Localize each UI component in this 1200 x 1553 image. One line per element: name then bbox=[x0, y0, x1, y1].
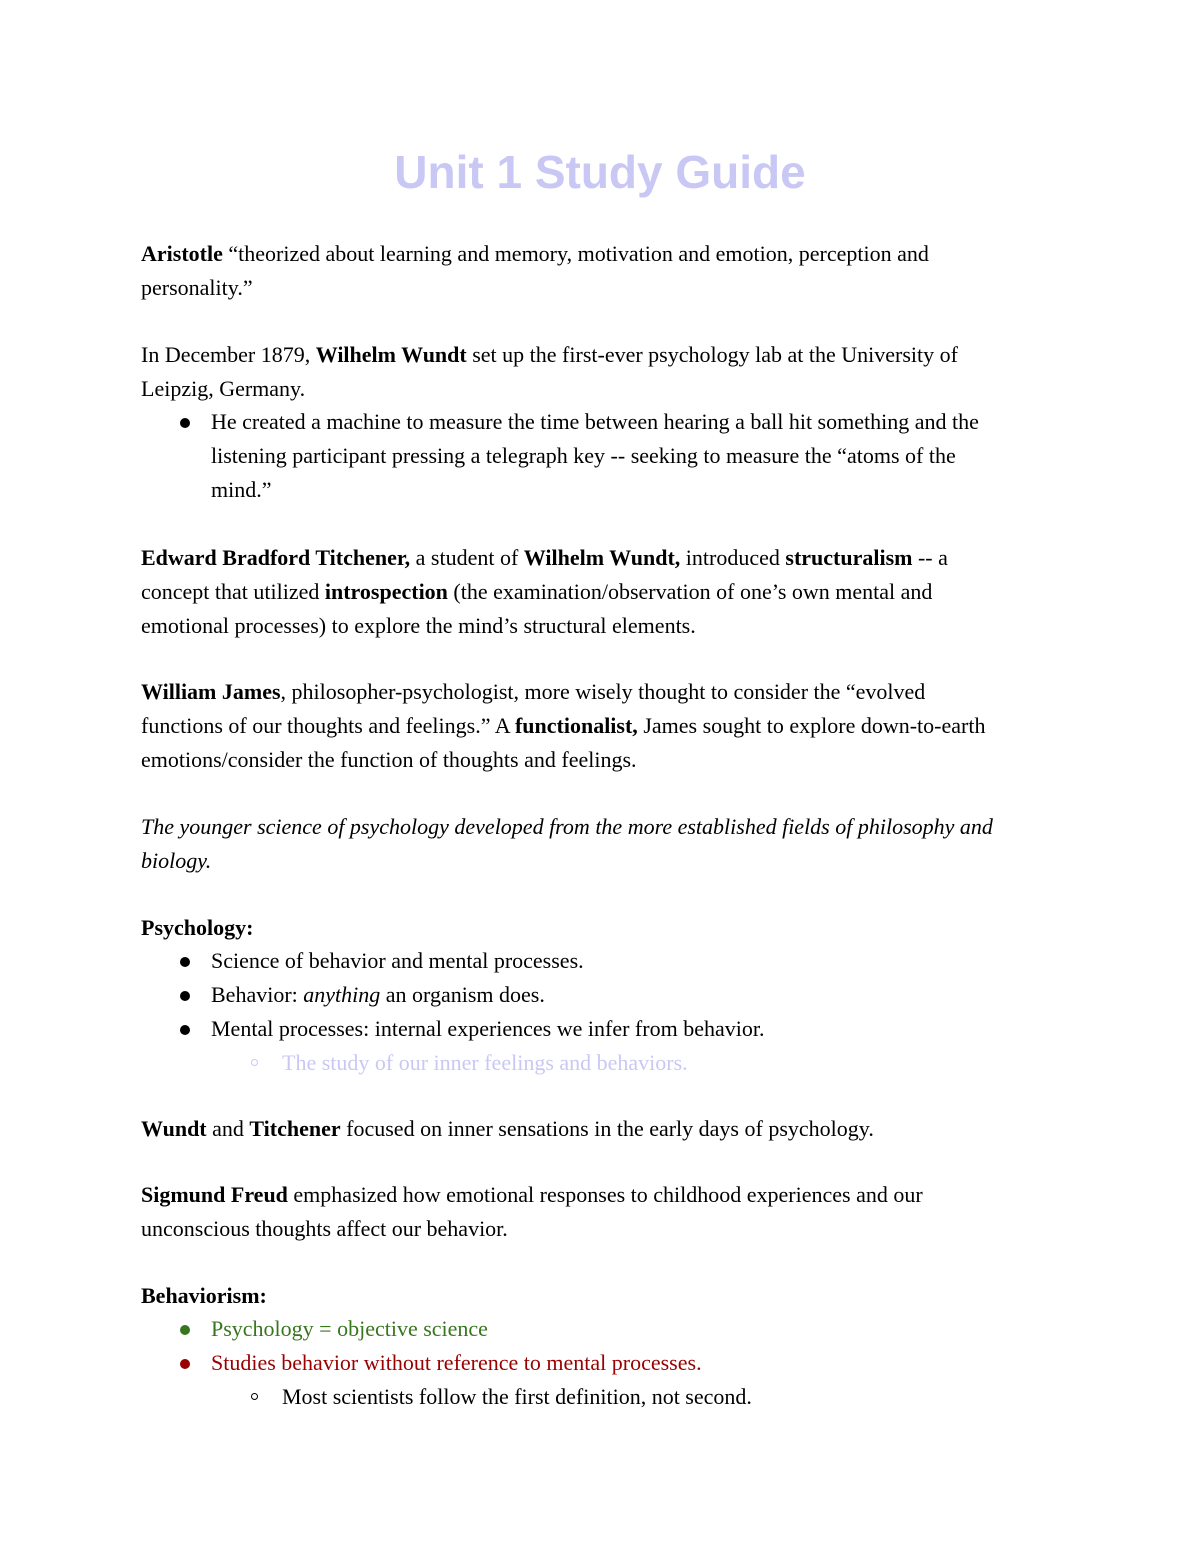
wundt-text: set up the first-ever psychology lab at the University of bbox=[466, 342, 958, 367]
psychology-bullet-3: Mental processes: internal experiences we infer from behavior. bbox=[211, 1016, 765, 1041]
wundt-bullet-line-1: He created a machine to measure the time between hearing a ball hit something and the bbox=[211, 409, 979, 434]
italic-note-line-2: biology. bbox=[141, 848, 212, 873]
aristotle-line-1 bbox=[141, 237, 1071, 271]
titchener-wundt: Wilhelm Wundt, bbox=[523, 545, 681, 570]
freud-name: Sigmund Freud bbox=[141, 1182, 288, 1207]
titchener-line-2 bbox=[141, 575, 1071, 609]
functionalist-term: functionalist, bbox=[514, 713, 638, 738]
psychology-bullet-2 bbox=[211, 978, 1051, 1012]
sub-bullet-icon bbox=[251, 1393, 258, 1400]
freud-text-1: emphasized how emotional responses to childhood experiences and our bbox=[287, 1182, 923, 1207]
bullet-icon bbox=[180, 1359, 190, 1369]
titchener-text-d: concept that utilized bbox=[141, 579, 325, 604]
titchener-text-c: -- a bbox=[912, 545, 948, 570]
wundt-intro: In December 1879, bbox=[141, 342, 316, 367]
psychology-sub-bullet-1: The study of our inner feelings and behaviors. bbox=[282, 1050, 688, 1075]
james-line-1 bbox=[141, 675, 1071, 709]
titchener-name: Edward Bradford Titchener, bbox=[141, 545, 411, 570]
james-text-3: James sought to explore down-to-earth bbox=[637, 713, 986, 738]
wundt-bullet-line-2: listening participant pressing a telegraph key -- seeking to measure the “atoms of the bbox=[211, 443, 956, 468]
behavior-text: an organism does. bbox=[380, 982, 545, 1007]
aristotle-line-2: personality.” bbox=[141, 275, 253, 300]
bullet-icon bbox=[180, 1325, 190, 1335]
bullet-icon bbox=[180, 1025, 190, 1035]
behaviorism-bullet-1: Psychology = objective science bbox=[211, 1316, 488, 1341]
inner-sensations-line bbox=[141, 1112, 1071, 1146]
behavior-label: Behavior: bbox=[211, 982, 304, 1007]
psychology-bullet-1: Science of behavior and mental processes. bbox=[211, 948, 584, 973]
james-text-1: , philosopher-psychologist, more wisely thought to consider the “evolved bbox=[280, 679, 926, 704]
bullet-icon bbox=[180, 957, 190, 967]
wundt-bullet-line-3: mind.” bbox=[211, 477, 272, 502]
italic-note-line-1: The younger science of psychology developed from the more established fields of philosophy and bbox=[141, 814, 993, 839]
inner-and: and bbox=[206, 1116, 250, 1141]
bullet-icon bbox=[180, 991, 190, 1001]
page-title: Unit 1 Study Guide bbox=[394, 146, 806, 198]
james-line-2 bbox=[141, 709, 1071, 743]
titchener-text-a: a student of bbox=[410, 545, 524, 570]
bullet-icon bbox=[180, 418, 190, 428]
titchener-text-e: (the examination/observation of one’s own mental and bbox=[447, 579, 933, 604]
titchener-line-1 bbox=[141, 541, 1071, 575]
aristotle-text: “theorized about learning and memory, motivation and emotion, perception and bbox=[222, 241, 929, 266]
introspection-term: introspection bbox=[324, 579, 448, 604]
titchener-text-b: introduced bbox=[680, 545, 786, 570]
james-line-3: emotions/consider the function of thoughts and feelings. bbox=[141, 747, 637, 772]
psychology-heading: Psychology: bbox=[141, 915, 254, 940]
behaviorism-sub-bullet-1: Most scientists follow the first definition, not second. bbox=[282, 1384, 752, 1409]
sub-bullet-icon bbox=[251, 1059, 258, 1066]
titchener-line-3: emotional processes) to explore the mind’s structural elements. bbox=[141, 613, 696, 638]
inner-wundt: Wundt bbox=[141, 1116, 207, 1141]
aristotle-name: Aristotle bbox=[141, 241, 223, 266]
anything-emphasis: anything bbox=[303, 982, 381, 1007]
behaviorism-bullet-2: Studies behavior without reference to mental processes. bbox=[211, 1350, 702, 1375]
wundt-line-2: Leipzig, Germany. bbox=[141, 376, 306, 401]
inner-titchener: Titchener bbox=[249, 1116, 341, 1141]
behaviorism-heading: Behaviorism: bbox=[141, 1283, 267, 1308]
freud-line-1 bbox=[141, 1178, 1071, 1212]
wundt-name: Wilhelm Wundt bbox=[315, 342, 467, 367]
james-name: William James bbox=[141, 679, 281, 704]
wundt-line-1 bbox=[141, 338, 1071, 372]
structuralism-term: structuralism bbox=[785, 545, 913, 570]
james-text-2: functions of our thoughts and feelings.” A bbox=[141, 713, 515, 738]
freud-line-2: unconscious thoughts affect our behavior. bbox=[141, 1216, 508, 1241]
inner-text: focused on inner sensations in the early days of psychology. bbox=[340, 1116, 874, 1141]
